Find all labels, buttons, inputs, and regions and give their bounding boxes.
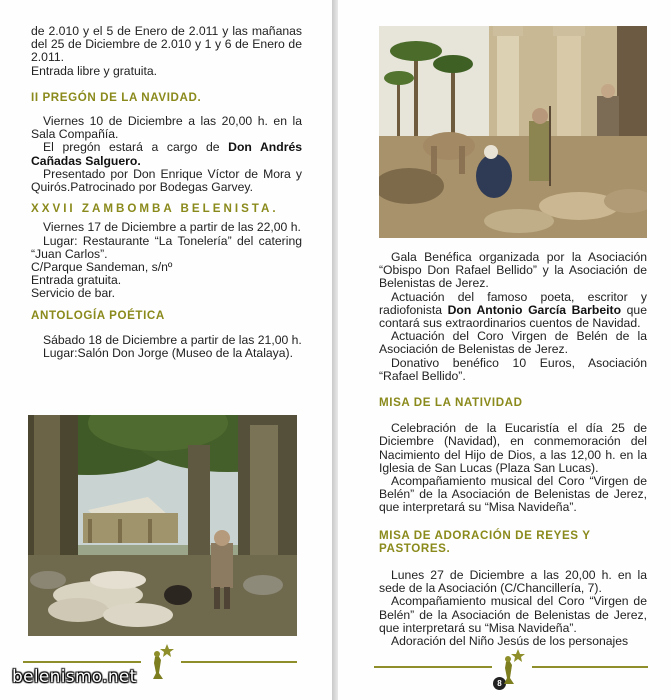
zambomba-heading: XXVII ZAMBOMBA BELENISTA.	[31, 202, 279, 216]
pregon-presenter: Presentado por Don Enrique Víctor de Mora y Quirós.Patrocinado por Bodegas Garvey.	[31, 166, 302, 195]
adoracion-heading: MISA DE ADORACIÓN DE REYES Y PASTORES.	[379, 528, 591, 555]
zambomba-date: Viernes 17 de Diciembre a partir de las 22,00 h.	[43, 220, 301, 235]
pregon-speaker-text: El pregón estará a cargo de	[43, 140, 229, 155]
forest-nativity-photo	[28, 415, 297, 636]
right-page	[338, 0, 671, 700]
footer-rule-right-b	[532, 666, 648, 668]
misa-natividad-heading: MISA DE LA NATIVIDAD	[379, 396, 523, 410]
antologia-place: Lugar:Salón Don Jorge (Museo de la Atalaya).	[43, 346, 293, 361]
footer-rule-right-a	[374, 666, 492, 668]
page-number: 8	[493, 677, 506, 690]
zambomba-address: C/Parque Sandeman, s/nº	[31, 260, 173, 275]
footer-rule-left-a	[23, 661, 141, 663]
left-column	[31, 25, 302, 360]
desert-scene-image	[379, 26, 647, 238]
zambomba-bar: Servicio de bar.	[31, 286, 116, 301]
antologia-date: Sábado 18 de Diciembre a partir de las 21,00 h.	[43, 332, 302, 347]
misa-natividad-choir: Acompañamiento musical del Coro “Virgen de Belén” de la Asociación de Belenistas de Jerez, que interpretará su “Misa Navideña”.	[379, 474, 647, 515]
intro-free-entry: Entrada libre y gratuita.	[31, 63, 158, 78]
pregon-speaker	[31, 141, 302, 167]
gala-choir: Actuación del Coro Virgen de Belén de la Asociación de Belenistas de Jerez.	[379, 329, 647, 357]
star-emblem-icon	[500, 648, 526, 686]
star-emblem-icon	[149, 643, 175, 681]
watermark-text: belenismo.net	[12, 667, 137, 687]
gala-poet-text-end: que contará sus extraordinarios cuentos de Navidad.	[379, 302, 647, 331]
pregon-date: Viernes 10 de Diciembre a las 20,00 h. en la Sala Compañía.	[31, 114, 302, 142]
antologia-heading: ANTOLOGÍA POÉTICA	[31, 308, 165, 322]
gala-poet-text: Actuación del famoso poeta, escritor y radiofonista	[379, 289, 647, 317]
left-page	[0, 0, 332, 700]
zambomba-entry: Entrada gratuita.	[31, 273, 122, 288]
intro-paragraph: de 2.010 y el 5 de Enero de 2.011 y las mañanas del 25 de Diciembre de 2.010 y 1 y 6 de Enero de 2.011.	[31, 24, 302, 65]
adoracion-choir: Acompañamiento musical del Coro “Virgen de Belén” de la Asociación de Belenistas de Jerez, que interpretará su “Misa Navideña”.	[379, 594, 647, 635]
forest-scene-image	[28, 415, 297, 636]
desert-nativity-photo	[379, 26, 647, 238]
pregon-heading: II PREGÓN DE LA NAVIDAD.	[31, 90, 202, 104]
footer-rule-left-b	[181, 661, 297, 663]
right-column	[379, 251, 647, 648]
pregon-speaker-name: Don Andrés Cañadas Salguero.	[31, 140, 302, 168]
gala-poet-name: Don Antonio García Barbeito	[447, 302, 622, 317]
zambomba-place: Lugar: Restaurante “La Tonelería” del catering “Juan Carlos”.	[31, 233, 302, 261]
adoracion-date: Lunes 27 de Diciembre a las 20,00 h. en la sede de la Asociación (C/Chancillería, 7).	[379, 568, 647, 596]
adoracion-personajes: Adoración del Niño Jesús de los personajes	[391, 634, 629, 649]
gala-paragraph: Gala Benéfica organizada por la Asociación “Obispo Don Rafael Bellido” y la Asociación de Belenistas de Jerez.	[379, 250, 647, 291]
misa-natividad-paragraph: Celebración de la Eucaristía el día 25 de Diciembre (Navidad), en conmemoración del Nacimiento del Hijo de Dios, a las 12,00 h. en la Iglesia de San Lucas (Plaza San Lucas).	[379, 421, 647, 475]
gala-donation: Donativo benéfico 10 Euros, Asociación “Rafael Bellido”.	[379, 355, 647, 383]
gala-poet	[379, 291, 647, 331]
